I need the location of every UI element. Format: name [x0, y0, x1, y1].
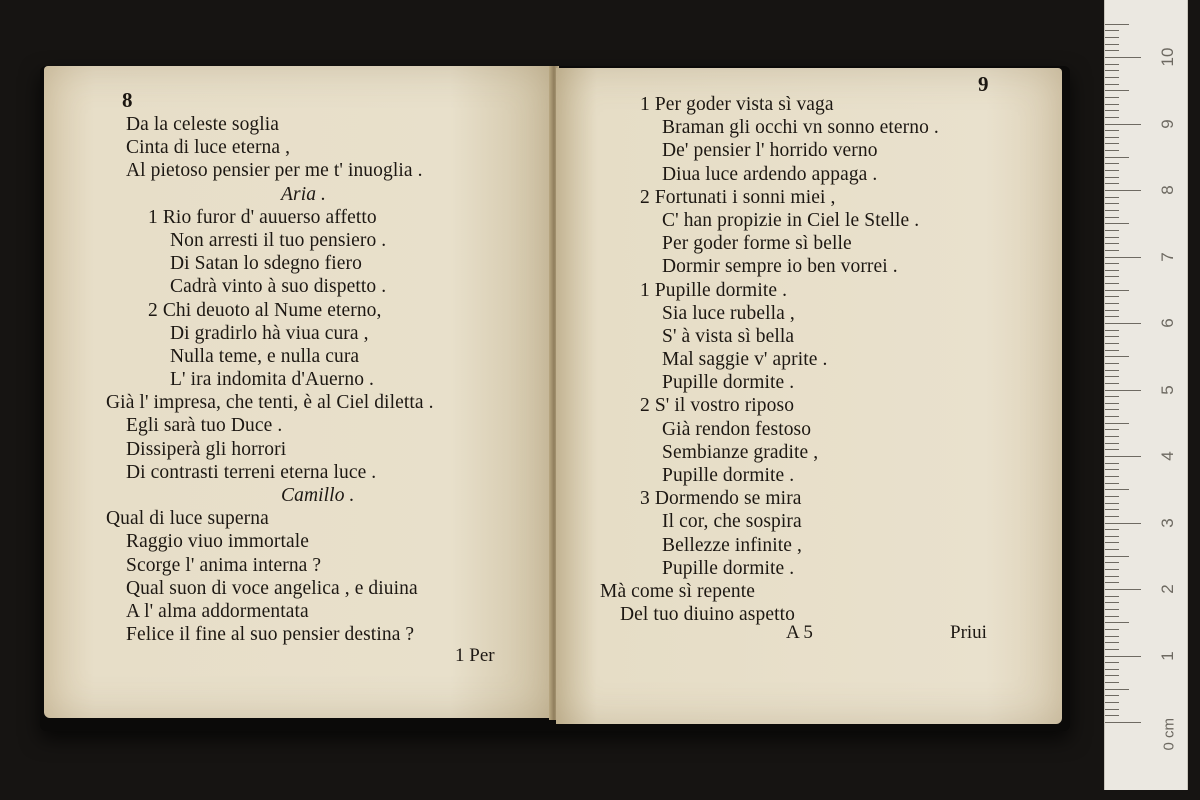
- right-catchword: Priui: [950, 622, 987, 643]
- ruler-tick: [1105, 675, 1119, 676]
- ruler-tick: [1105, 84, 1119, 85]
- ruler-tick: [1105, 177, 1119, 178]
- ruler-number: 1: [1158, 650, 1177, 661]
- ruler-tick: [1105, 190, 1141, 191]
- ruler-tick: [1105, 350, 1119, 351]
- ruler-tick: [1105, 230, 1119, 231]
- left-page-line: Egli sarà tuo Duce .: [126, 415, 283, 437]
- left-page-line: Raggio viuo immortale: [126, 531, 309, 553]
- right-page-line: 1 Pupille dormite .: [640, 279, 788, 301]
- ruler-number: 5: [1158, 384, 1177, 395]
- left-page-line: Già l' impresa, che tenti, è al Ciel diletta .: [106, 392, 434, 414]
- left-page-line: Camillo .: [281, 485, 355, 506]
- ruler-tick: [1105, 636, 1119, 637]
- ruler-tick: [1105, 443, 1119, 444]
- left-page-line: 2 Chi deuoto al Nume eterno,: [148, 299, 382, 321]
- right-page-line: Pupille dormite .: [662, 557, 795, 579]
- right-page-line: Pupille dormite .: [662, 372, 795, 394]
- ruler-number: 10: [1158, 47, 1177, 67]
- ruler-tick: [1105, 170, 1119, 171]
- ruler-tick: [1105, 390, 1141, 391]
- ruler-tick: [1105, 689, 1129, 690]
- ruler-tick: [1105, 283, 1119, 284]
- ruler-tick: [1105, 616, 1119, 617]
- ruler-tick: [1105, 104, 1119, 105]
- ruler-tick: [1105, 203, 1119, 204]
- ruler-tick: [1105, 257, 1141, 258]
- ruler-tick: [1105, 130, 1119, 131]
- ruler-tick: [1105, 429, 1119, 430]
- ruler-tick: [1105, 709, 1119, 710]
- ruler-tick: [1105, 30, 1119, 31]
- ruler-tick: [1105, 24, 1129, 25]
- ruler-tick: [1105, 316, 1119, 317]
- ruler-tick: [1105, 503, 1119, 504]
- ruler-tick: [1105, 576, 1119, 577]
- ruler-tick: [1105, 223, 1129, 224]
- ruler-tick: [1105, 669, 1119, 670]
- left-catchword: 1 Per: [455, 645, 495, 666]
- ruler-tick: [1105, 469, 1119, 470]
- right-page-line: 2 S' il vostro riposo: [640, 395, 795, 417]
- right-page-number: 9: [978, 72, 989, 96]
- ruler-number: 2: [1158, 584, 1177, 594]
- ruler-tick: [1105, 456, 1141, 457]
- right-page-line: 2 Fortunati i sonni miei ,: [640, 186, 836, 208]
- ruler-tick: [1105, 124, 1141, 125]
- signature-mark: A 5: [786, 622, 813, 643]
- ruler-tick: [1105, 50, 1119, 51]
- ruler-tick: [1105, 70, 1119, 71]
- ruler-tick: [1105, 330, 1119, 331]
- right-page-line: Mà come sì repente: [600, 580, 756, 602]
- ruler-tick: [1105, 463, 1119, 464]
- ruler-tick: [1105, 496, 1119, 497]
- ruler-tick: [1105, 516, 1119, 517]
- ruler-tick: [1105, 702, 1119, 703]
- ruler-tick: [1105, 90, 1129, 91]
- ruler-number: 3: [1158, 517, 1177, 528]
- right-page-line: Già rendon festoso: [662, 418, 812, 440]
- ruler-tick: [1105, 409, 1119, 410]
- ruler-tick: [1105, 403, 1119, 404]
- left-page-line: Qual suon di voce angelica , e diuina: [126, 577, 418, 599]
- ruler-tick: [1105, 436, 1119, 437]
- ruler-tick: [1105, 310, 1119, 311]
- right-page-line: Sembianze gradite ,: [662, 441, 819, 463]
- ruler-tick: [1105, 423, 1129, 424]
- ruler-tick: [1105, 296, 1119, 297]
- ruler-tick: [1105, 483, 1119, 484]
- ruler-tick: [1105, 237, 1119, 238]
- left-page-line: Aria .: [281, 183, 327, 205]
- right-page-line: 3 Dormendo se mira: [640, 488, 802, 510]
- ruler-number: 4: [1158, 451, 1177, 461]
- left-page-line: Di Satan lo sdegno fiero: [170, 253, 362, 275]
- ruler-tick: [1105, 596, 1119, 597]
- left-page-line: Da la celeste soglia: [126, 114, 280, 135]
- left-page-line: Non arresti il tuo pensiero .: [170, 229, 387, 251]
- ruler-tick: [1105, 343, 1119, 344]
- ruler-tick: [1105, 290, 1129, 291]
- right-page-text: [600, 93, 939, 626]
- ruler-tick: [1105, 57, 1141, 58]
- ruler-tick: [1105, 157, 1129, 158]
- left-page-line: Dissiperà gli horrori: [126, 438, 287, 460]
- ruler-tick: [1105, 143, 1119, 144]
- ruler-tick: [1105, 276, 1119, 277]
- ruler-tick: [1105, 97, 1119, 98]
- ruler-tick: [1105, 509, 1119, 510]
- ruler-tick: [1105, 243, 1119, 244]
- left-page-line: Felice il fine al suo pensier destina ?: [126, 624, 415, 646]
- ruler-tick: [1105, 197, 1119, 198]
- ruler-tick: [1105, 556, 1129, 557]
- ruler-tick: [1105, 682, 1119, 683]
- ruler-tick: [1105, 137, 1119, 138]
- left-page-line: L' ira indomita d'Auerno .: [170, 369, 375, 391]
- ruler-tick: [1105, 396, 1119, 397]
- left-page-line: Di contrasti terreni eterna luce .: [126, 461, 377, 483]
- right-page-line: 1 Per goder vista sì vaga: [640, 94, 834, 115]
- ruler-tick: [1105, 370, 1119, 371]
- ruler-tick: [1105, 163, 1119, 164]
- ruler-tick: [1105, 695, 1119, 696]
- right-page-line: Del tuo diuino aspetto: [620, 604, 795, 626]
- ruler-tick: [1105, 210, 1119, 211]
- right-page-line: C' han propizie in Ciel le Stelle .: [662, 209, 920, 231]
- ruler-tick: [1105, 383, 1119, 384]
- ruler-tick: [1105, 150, 1119, 151]
- ruler-tick: [1105, 250, 1119, 251]
- ruler-tick: [1105, 523, 1141, 524]
- right-page-line: Bellezze infinite ,: [662, 534, 802, 556]
- ruler-tick: [1105, 117, 1119, 118]
- right-page-line: Per goder forme sì belle: [662, 233, 852, 255]
- ruler-tick: [1105, 529, 1119, 530]
- right-page-line: Dormir sempre io ben vorrei .: [662, 256, 898, 278]
- ruler-tick: [1105, 416, 1119, 417]
- ruler-tick: [1105, 656, 1141, 657]
- ruler-tick: [1105, 629, 1119, 630]
- ruler-tick: [1105, 323, 1141, 324]
- right-page-line: Sia luce rubella ,: [662, 302, 795, 324]
- ruler-unit-label: 0 cm: [1160, 717, 1178, 751]
- ruler-number: 6: [1158, 318, 1177, 328]
- ruler-tick: [1105, 715, 1119, 716]
- ruler-tick: [1105, 569, 1119, 570]
- right-page-line: De' pensier l' horrido verno: [662, 140, 878, 162]
- ruler-number: 8: [1158, 185, 1177, 195]
- ruler-tick: [1105, 336, 1119, 337]
- ruler-tick: [1105, 77, 1119, 78]
- left-page-line: Scorge l' anima interna ?: [126, 554, 322, 576]
- ruler-tick: [1105, 183, 1119, 184]
- left-page-line: Al pietoso pensier per me t' inuoglia .: [126, 160, 423, 182]
- left-page-line: Cinta di luce eterna ,: [126, 137, 291, 159]
- left-page-line: A l' alma addormentata: [126, 600, 309, 622]
- right-page-line: Pupille dormite .: [662, 465, 795, 486]
- left-page-line: Qual di luce superna: [106, 508, 269, 530]
- ruler-tick: [1105, 376, 1119, 377]
- ruler-tick: [1105, 64, 1119, 65]
- left-page-line: 1 Rio furor d' auuerso affetto: [148, 206, 377, 228]
- ruler-tick: [1105, 562, 1119, 563]
- ruler-tick: [1105, 622, 1129, 623]
- left-page-number: 8: [122, 88, 133, 112]
- ruler-tick: [1105, 37, 1119, 38]
- ruler-tick: [1105, 44, 1119, 45]
- ruler-tick: [1105, 489, 1129, 490]
- ruler-tick: [1105, 642, 1119, 643]
- ruler-tick: [1105, 542, 1119, 543]
- ruler-number: 9: [1158, 118, 1177, 129]
- ruler-tick: [1105, 722, 1141, 723]
- ruler-tick: [1105, 356, 1129, 357]
- ruler-number: 7: [1158, 251, 1177, 262]
- ruler-tick: [1105, 217, 1119, 218]
- ruler-tick: [1105, 363, 1119, 364]
- left-page-line: Nulla teme, e nulla cura: [170, 345, 360, 367]
- ruler-tick: [1105, 649, 1119, 650]
- ruler-tick: [1105, 270, 1119, 271]
- left-page-text: [106, 113, 434, 646]
- ruler-tick: [1105, 263, 1119, 264]
- ruler-tick: [1105, 449, 1119, 450]
- left-page-line: Cadrà vinto à suo dispetto .: [170, 276, 387, 298]
- right-page-line: Il cor, che sospira: [662, 511, 802, 533]
- ruler-tick: [1105, 110, 1119, 111]
- ruler-tick: [1105, 602, 1119, 603]
- ruler-tick: [1105, 536, 1119, 537]
- ruler-tick: [1105, 589, 1141, 590]
- right-page-line: Braman gli occhi vn sonno eterno .: [662, 117, 939, 139]
- ruler-tick: [1105, 662, 1119, 663]
- ruler-tick: [1105, 476, 1119, 477]
- right-page-line: Diua luce ardendo appaga .: [662, 163, 878, 185]
- ruler-tick: [1105, 303, 1119, 304]
- right-page-line: S' à vista sì bella: [662, 325, 795, 347]
- ruler-tick: [1105, 582, 1119, 583]
- measuring-ruler: [1104, 0, 1188, 790]
- left-page-line: Di gradirlo hà viua cura ,: [170, 322, 369, 344]
- right-page-line: Mal saggie v' aprite .: [662, 349, 828, 371]
- ruler-tick: [1105, 609, 1119, 610]
- ruler-tick: [1105, 549, 1119, 550]
